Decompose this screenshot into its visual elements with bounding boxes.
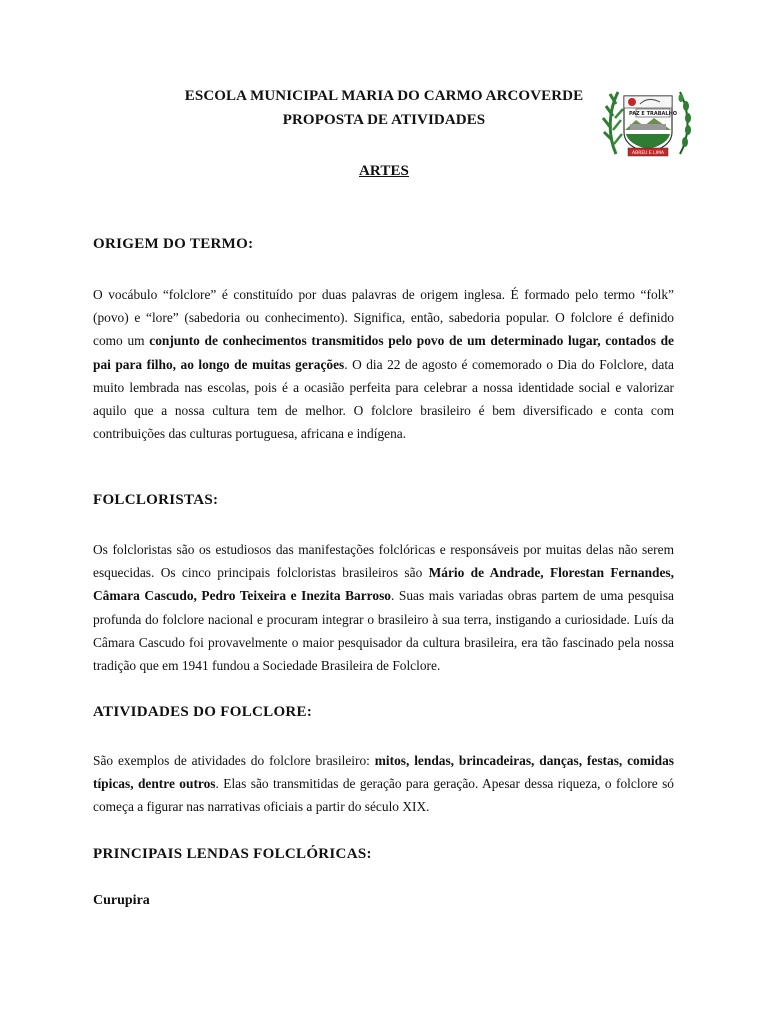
text-run: São exemplos de atividades do folclore brasileiro: [93, 753, 375, 768]
bold-text-run: mitos, lendas, brincadeiras, danças, festas, comidas típicas, dentre outros [93, 753, 674, 792]
section-title-origem: ORIGEM DO TERMO: [93, 236, 254, 252]
subject-title: ARTES [359, 163, 409, 179]
paragraph-folcloristas [93, 538, 674, 677]
bold-text-run: conjunto de conhecimentos transmitidos pelo povo de um determinado lugar, contados de pai para filho, ao longo de muitas gerações [93, 333, 674, 372]
section-title-atividades: ATIVIDADES DO FOLCLORE: [93, 704, 313, 720]
section-title-lendas: PRINCIPAIS LENDAS FOLCLÓRICAS: [93, 846, 372, 862]
crest-motto: PAZ E TRABALHO [628, 111, 678, 117]
crest-banner: ABREU E LIMA [632, 151, 664, 156]
text-run: . Elas são transmitidas de geração para geração. Apesar dessa riqueza, o folclore só começa a figurar nas narrativas oficiais a partir do século XIX. [93, 776, 674, 815]
text-run: O vocábulo “folclore” é constituído por duas palavras de origem inglesa. É formado pelo termo “folk” (povo) e “lore” (sabedoria ou conhecimento). Significa, então, sabedoria popular. O folclore é definido como um [93, 287, 674, 349]
paragraph-atividades [93, 749, 674, 819]
text-run: . Suas mais variadas obras partem de uma pesquisa profunda do folclore nacional e procuram integrar o brasileiro à sua terra, instigando a curiosidade. Luís da Câmara Cascudo foi provavelmente o maior pesquisador da cultura brasileira, era tão fascinado pela nossa tradição que em 1941 fundou a Sociedade Brasileira de Folclore. [93, 588, 674, 674]
section-title-folcloristas: FOLCLORISTAS: [93, 492, 219, 508]
bold-text-run: Mário de Andrade, Florestan Fernandes, Câmara Cascudo, Pedro Teixeira e Inezita Barroso [93, 565, 674, 604]
proposal-title: PROPOSTA DE ATIVIDADES [282, 112, 486, 128]
subsection-title-curupira: Curupira [93, 893, 150, 908]
school-crest-logo [602, 84, 694, 158]
school-name: ESCOLA MUNICIPAL MARIA DO CARMO ARCOVERDE [184, 88, 584, 104]
paragraph-origem [93, 283, 674, 445]
text-run: . O dia 22 de agosto é comemorado o Dia do Folclore, data muito lembrada nas escolas, pois é a ocasião perfeita para celebrar a nossa identidade social e valorizar aquilo que a nossa cultura tem de melhor. O folclore brasileiro é bem diversificado e conta com contribuições das culturas portuguesa, africana e indígena. [93, 356, 674, 442]
text-run: Os folcloristas são os estudiosos das manifestações folclóricas e responsáveis por muitas delas não serem esquecidas. Os cinco principais folcloristas brasileiros são [93, 542, 674, 581]
